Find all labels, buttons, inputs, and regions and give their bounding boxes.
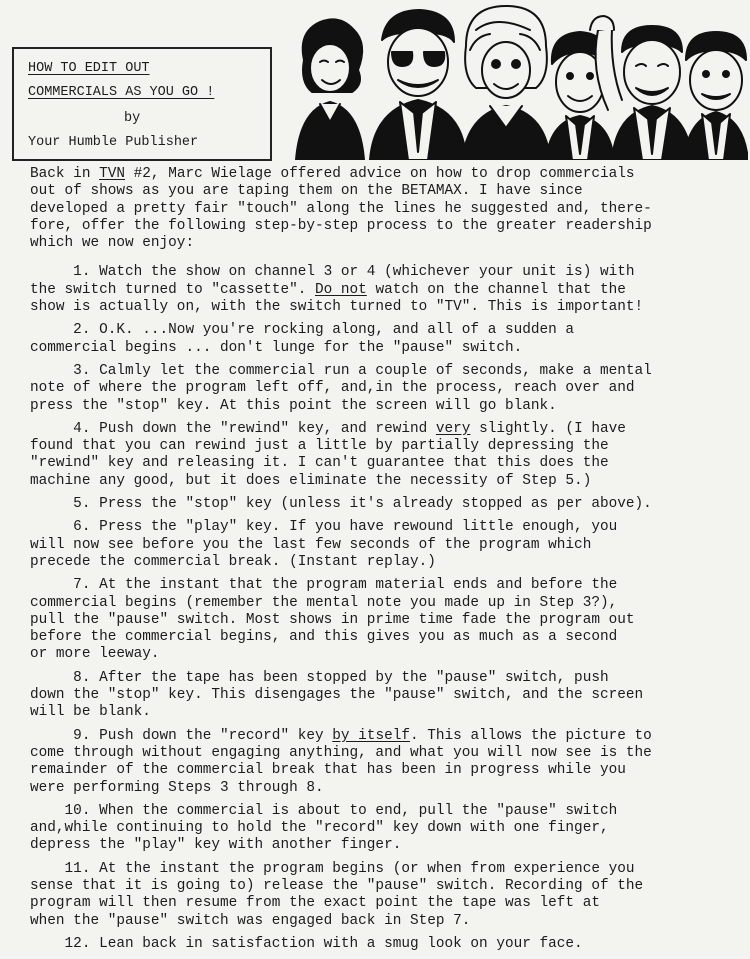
step-7: 7. At the instant that the program material ends and before the commercial begins (remember the mental note you made up in Step 3?), pull the "pause" switch. Most shows in prime time fade the program out before the commercial begins, and this gives you as much as a second or more leeway. — [30, 577, 635, 663]
step-6: 6. Press the "play" key. If you have rewound little enough, you will now see before you the last few seconds of the program which precede the commercial break. (Instant replay.) — [30, 519, 618, 570]
step-3: 3. Calmly let the commercial run a couple of seconds, make a mental note of where the program left off, and,in the process, reach over and press the "stop" key. At this point the screen will go blank. — [30, 362, 652, 414]
person-woman-left — [296, 19, 364, 160]
byline-author: Your Humble Publisher — [28, 135, 199, 150]
tvn-reference: TVN — [99, 166, 126, 182]
intro-rest: #2, Marc Wielage offered advice on how to drop commercials out of shows as you are taping them on the BETAMAX. I have since developed a pretty fair "touch" along the lines he suggested and, there- fore, offer the following step-by-step process to the greater readership which we now enjoy: — [30, 166, 652, 252]
step-4-text-b: slightly. (I have found that you can rewind just a little by partially depressing the "rewind" key and releasing it. I can't guarantee that this does the machine any good, but it does eliminate the necessity of Step 5.) — [30, 420, 626, 489]
step-1 — [30, 264, 742, 316]
step-1-emphasis: Do not — [314, 281, 367, 298]
step-12: 12. Lean back in satisfaction with a smug look on your face. — [30, 935, 583, 952]
step-9-emphasis: by itself — [332, 727, 410, 744]
step-1-text-a: 1. Watch the show on channel 3 or 4 (whichever your unit is) with the switch turned to "cassette". — [30, 264, 635, 298]
step-1-text-b: watch on the channel that the show is actually on, with the switch turned to "TV". This is important! — [30, 281, 644, 316]
step-5: 5. Press the "stop" key (unless it's already stopped as per above). — [30, 496, 652, 513]
cartoon-group-illustration — [290, 0, 748, 160]
step-9-text-a: 9. Push down the "record" key — [30, 727, 333, 744]
step-9-text-b: . This allows the picture to come through without engaging anything, and what you will now see is the remainder of the commercial break that has been in progress while you were performing Steps 3 through 8. — [30, 727, 652, 796]
person-man-sunglasses — [370, 10, 466, 160]
step-8: 8. After the tape has been stopped by the "pause" switch, push down the "stop" key. This disengages the "pause" switch, and the screen will be blank. — [30, 669, 644, 721]
step-2: 2. O.K. ...Now you're rocking along, and all of a sudden a commercial begins ... don't lunge for the "pause" switch. — [30, 322, 575, 356]
step-10: 10. When the commercial is about to end, pull the "pause" switch and,while continuing to hold the "record" key down with one finger, depress the "play" key with another finger. — [30, 802, 618, 854]
person-woman-center — [462, 6, 550, 160]
byline-by: by — [124, 111, 141, 126]
title-line-1: HOW TO EDIT OUT — [28, 61, 150, 76]
step-9 — [30, 728, 742, 797]
step-11: 11. At the instant the program begins (or when from experience you sense that it is going to) release the "pause" switch. Recording of the program will then resume from the exact point the tape was left at when the "pause" switch was engaged back in Step 7. — [30, 860, 644, 929]
person-man-right — [684, 32, 748, 160]
step-4-emphasis: very — [435, 420, 471, 437]
intro-paragraph — [30, 166, 742, 252]
step-4 — [30, 421, 742, 490]
intro-pre: Back in — [30, 166, 100, 182]
step-4-text-a: 4. Push down the "rewind" key, and rewind — [30, 420, 436, 437]
article-title-box — [12, 47, 272, 161]
article-body — [30, 166, 742, 959]
title-line-2: COMMERCIALS AS YOU GO ! — [28, 85, 215, 100]
